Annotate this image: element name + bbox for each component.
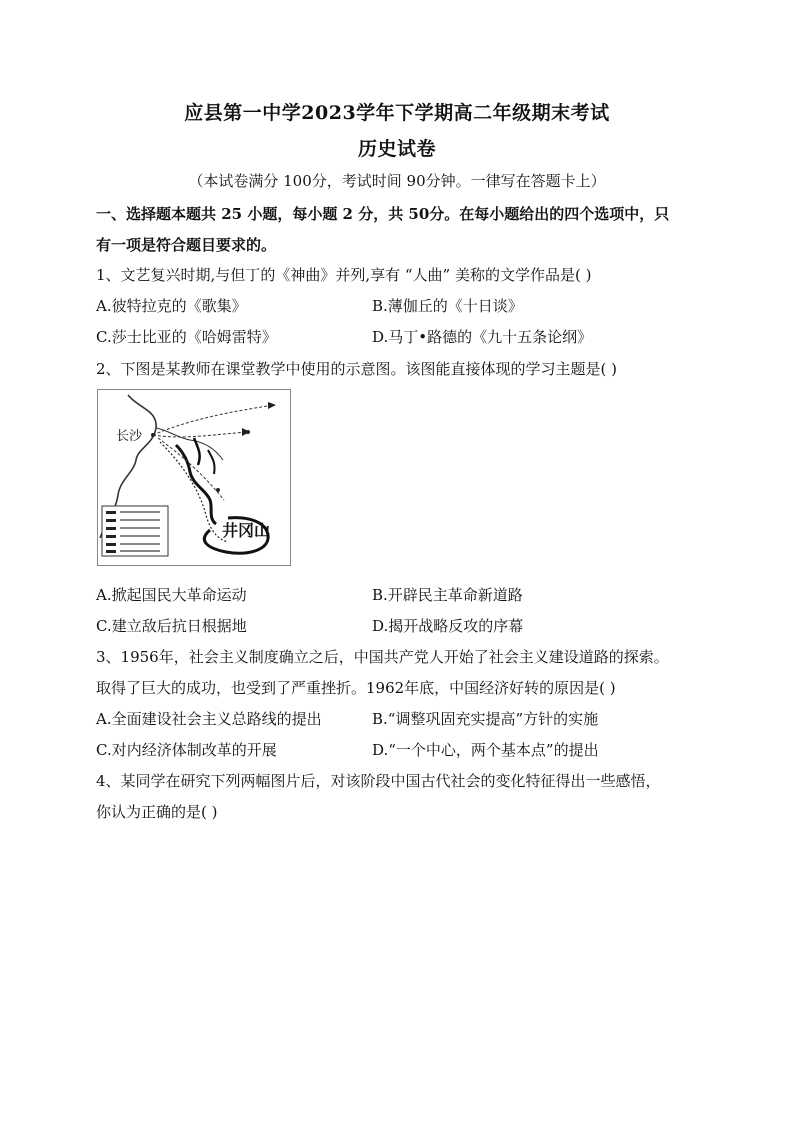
map-label-changsha: 长沙	[116, 429, 143, 444]
map-route-2	[153, 432, 248, 437]
question-2-option-b: B.开辟民主革命新道路	[372, 586, 523, 604]
question-1-stem: 1、文艺复兴时期,与但丁的《神曲》并列,享有 “人曲” 美称的文学作品是( )	[96, 266, 592, 284]
section-instruction-line2: 有一项是符合题目要求的。	[96, 236, 277, 254]
question-2-option-d: D.揭开战略反攻的序幕	[372, 617, 524, 635]
question-3-stem-line2: 取得了巨大的成功，也受到了严重挫折。1962年底，中国经济好转的原因是( )	[96, 679, 616, 697]
question-3-option-c: C.对内经济体制改革的开展	[96, 741, 277, 759]
question-1-option-a: A.彼特拉克的《歌集》	[96, 297, 247, 315]
question-2-stem: 2、下图是某教师在课堂教学中使用的示意图。该图能直接体现的学习主题是( )	[96, 360, 618, 378]
map-label-jinggangshan: 井冈山	[222, 521, 271, 540]
question-1-option-c: C.莎士比亚的《哈姆雷特》	[96, 328, 277, 346]
map-route-1	[153, 405, 274, 435]
question-3-option-b: B.“调整巩固充实提高”方针的实施	[372, 710, 599, 728]
exam-title: 应县第一中学2023学年下学期高二年级期末考试	[184, 102, 610, 124]
exam-subtitle: 历史试卷	[357, 138, 436, 160]
question-2-map-figure	[97, 389, 291, 566]
question-2-option-a: A.掀起国民大革命运动	[96, 586, 247, 604]
question-3-stem-line1: 3、1956年，社会主义制度确立之后，中国共产党人开始了社会主义建设道路的探索。	[96, 648, 669, 666]
exam-note: （本试卷满分 100分，考试时间 90分钟。一律写在答题卡上）	[188, 172, 606, 190]
question-2-option-c: C.建立敌后抗日根据地	[96, 617, 247, 635]
question-4-stem-line1: 4、某同学在研究下列两幅图片后，对该阶段中国古代社会的变化特征得出一些感悟，	[96, 772, 661, 790]
question-4-stem-line2: 你认为正确的是( )	[96, 803, 218, 821]
section-instruction-line1: 一、选择题本题共 25 小题，每小题 2 分，共 50分。在每小题给出的四个选项中，只	[96, 205, 670, 223]
question-3-option-d: D.“一个中心，两个基本点”的提出	[372, 741, 599, 759]
question-1-option-b: B.薄伽丘的《十日谈》	[372, 297, 523, 315]
question-3-option-a: A.全面建设社会主义总路线的提出	[96, 710, 322, 728]
question-1-option-d: D.马丁•路德的《九十五条论纲》	[372, 328, 593, 346]
